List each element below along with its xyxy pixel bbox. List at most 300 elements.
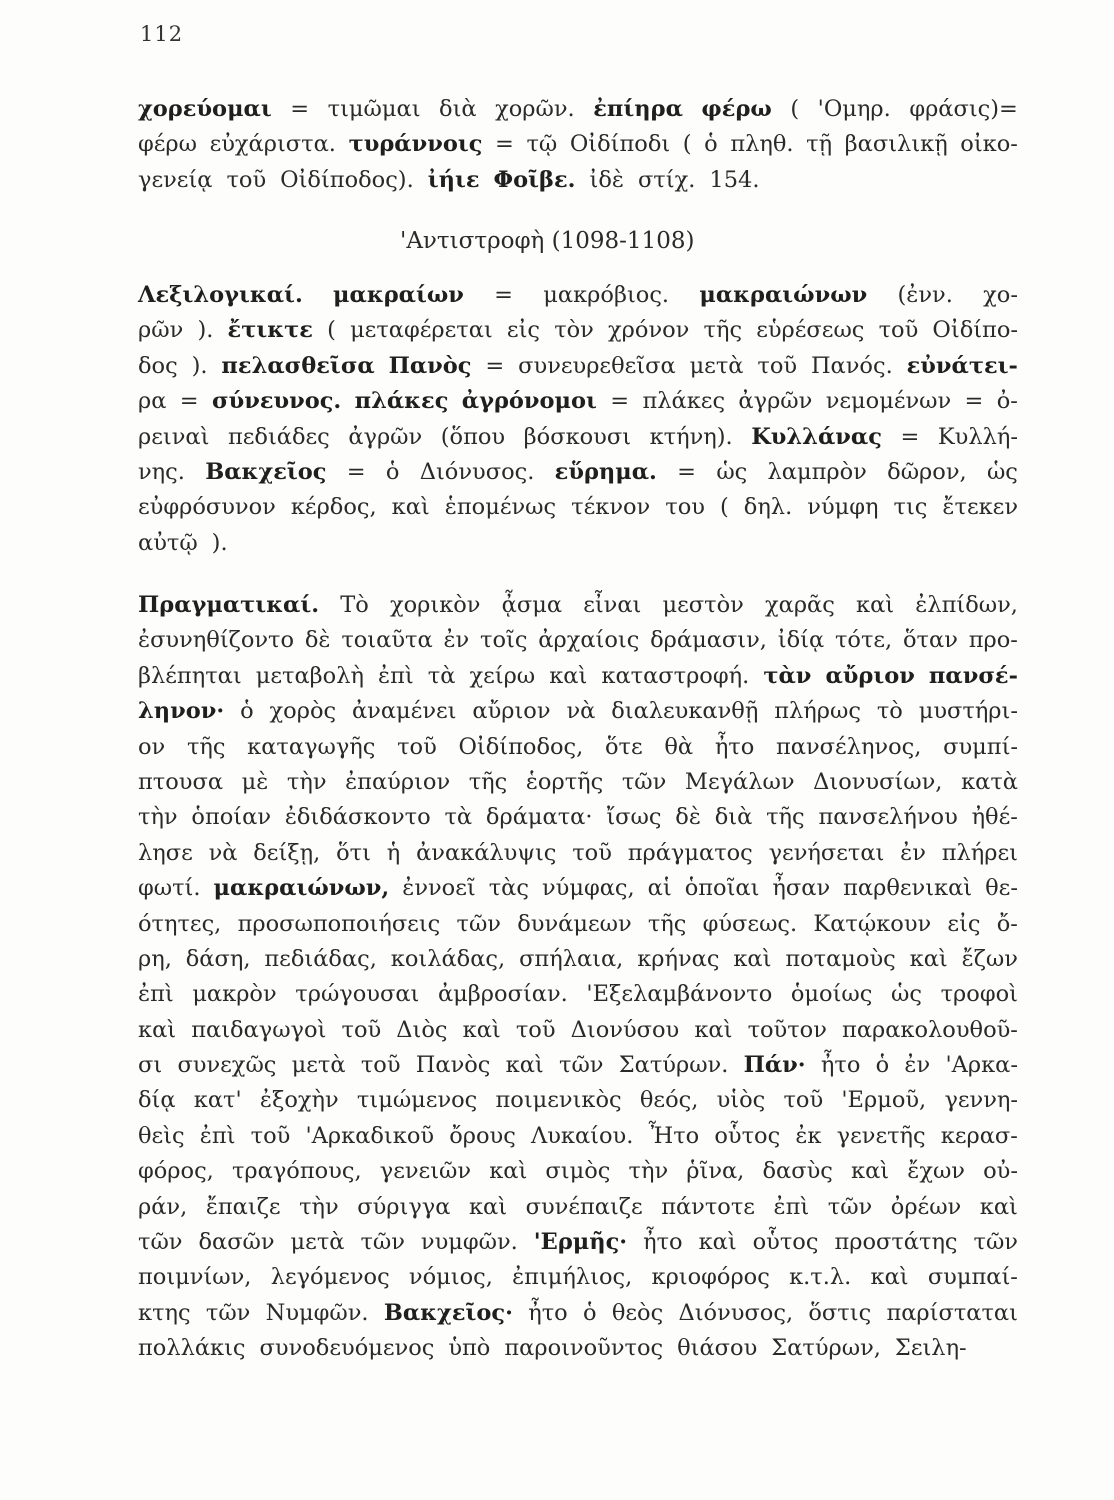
word: διὰ [714,804,753,831]
word: = [900,423,920,450]
word: ον [138,733,166,760]
word: Διονύσου [570,1016,680,1043]
word: Κατῴκουν [813,910,932,937]
word: παρίσταται [886,1299,1018,1326]
text-line [138,1260,1018,1295]
word: εὐνάτει- [906,352,1018,379]
word: Οἰδίπο- [932,317,1018,344]
word: ᾆσμα [501,592,563,618]
word: τροφοὶ [940,981,1018,1008]
word: εὑρέσεως [756,317,865,344]
word: μετὰ [291,1052,346,1079]
word: ἐπιμήλιος, [512,1264,633,1291]
word: νεμομένων [825,388,952,415]
word: νόμιος, [408,1264,493,1291]
word: ). [211,529,228,556]
word: τῶν [205,1299,251,1326]
word: ἑπομένως [444,494,557,521]
word: = [485,352,505,379]
word: ἦτο [820,1052,861,1079]
word: ὁ [704,131,718,158]
word: εἰς [506,317,541,344]
word: Λυκαίου. [530,1122,634,1149]
word: ἐπαύριον [345,768,451,795]
word: τοῦ [341,1016,382,1043]
word: κρήνας [637,945,720,972]
word: μακρὸν [192,981,277,1008]
word: κατ' [193,1087,242,1114]
word: τῶν [360,1229,405,1256]
paragraph-lexical-notes [138,278,1018,561]
word: πάντοτε [661,1193,755,1220]
word: τῶν [621,768,667,795]
word: καὶ [391,494,430,521]
word: γενετῆς [836,1122,926,1149]
word: καὶ [489,1158,528,1185]
word: νύμφη [807,494,879,521]
word: ἔπαιζε [205,1193,281,1220]
word: σύριγγα [357,1193,451,1220]
word: ὁ [240,698,254,725]
word: τὴν [299,1193,339,1220]
word: φωτί. [138,875,201,902]
word: βλέπηται [138,662,242,689]
word: κοιλάδας, [390,945,506,972]
word: ῥῖνα, [686,1158,745,1185]
word: = [179,388,199,415]
word: διαλευκανθῇ [611,698,759,725]
word: (ἐνν. [897,282,953,308]
word: καὶ [909,945,948,972]
word: 'Εξελαμβάνοντο [586,981,773,1008]
word: ἐν [904,1052,931,1079]
word: γενήσεται [768,839,885,866]
word: ἀμβροσίαν. [437,981,568,1008]
word: ἐδιδάσκοντο [284,804,431,831]
word: τῶν [138,1229,183,1256]
word: δὲ [304,627,331,654]
word: ἐσυνηθίζοντο [138,627,295,654]
word: ). [197,317,214,344]
word: οἰκο- [960,131,1018,158]
word: τῆς [766,804,805,831]
word: ἠθέ- [971,804,1018,831]
word: 'Ερμῆς· [533,1229,628,1256]
word: εὕρημα. [554,458,657,485]
word: τὴν [286,768,327,795]
word: Πανός. [810,352,893,379]
word: μακρόβιος. [543,282,670,308]
word: ἦτο [714,733,755,760]
word: καὶ [733,945,772,972]
word: πλήρως [774,698,861,725]
word: τοῦ [757,352,798,379]
word: Κυλλάνας [751,423,882,450]
word: χρόνον [608,317,690,344]
word: τότε, [834,627,893,654]
word: τῶν [456,910,501,937]
word: δασῶν [198,1229,275,1256]
word: ἐξοχὴν [259,1087,339,1114]
text-line [138,455,1018,490]
word: δίᾳ [138,1087,176,1114]
word: τὸν [554,317,594,344]
word: Διόνυσος, [678,1299,794,1326]
word: τῶν [827,1193,873,1220]
word: καὶ [505,1052,544,1079]
word: ἐν [443,627,470,654]
word: τέκνον [571,494,651,521]
page-number: 112 [140,22,184,46]
text-line [138,1013,1018,1048]
word: ληνον· [138,698,225,725]
word: γενείᾳ [138,166,213,193]
word: αἱ [647,875,672,902]
word: ὀ- [996,388,1018,415]
word: σι [138,1052,163,1079]
word: Κυλλή- [937,423,1018,450]
word: πανσελήνου [818,804,958,831]
word: ότητες, [138,910,222,937]
word: = [610,388,630,415]
word: συμπί- [943,733,1018,760]
text-line [138,1083,1018,1118]
word: ἐπὶ [138,981,174,1008]
word: Ἦτο [648,1122,700,1149]
word: 'Ομηρ. [817,96,891,122]
word: θε- [985,875,1018,902]
word: τὸ [876,698,903,725]
word: ἐπὶ [199,1122,236,1149]
word: ράν, [138,1193,188,1220]
word: ἀνακάλυψις [416,839,557,866]
word: = [290,96,310,122]
word: ἡ [386,839,401,866]
word: πτουσα [138,768,224,795]
word: πεδιάδες [227,423,330,450]
word: τυράννοις [348,131,483,158]
word: Πανὸς [388,352,472,379]
word: υἱὸς [716,1087,766,1114]
text-line [138,1154,1018,1189]
text-line [138,871,1018,906]
word: ὄ- [996,910,1018,937]
word: Διὸς [396,1016,448,1043]
word: εἰς [947,910,981,937]
word: του [665,494,705,521]
word: ρειναὶ [138,423,210,450]
word: ὅταν [903,627,958,654]
word: συμπαί- [927,1264,1018,1291]
word: καὶ [851,1158,890,1185]
word: τοῦτον [747,1016,827,1043]
text-line [138,588,1018,623]
word: μεστὸν [662,592,744,618]
word: φέρω [701,96,772,122]
word: φράσις)= [909,96,1018,122]
word: 'Αρκαδικοῦ [305,1122,435,1149]
word: θεὶς [138,1122,185,1149]
word: παρακολουθοῦ- [842,1016,1018,1043]
word: τῷ [526,131,558,158]
word: Διόνυσος. [419,458,535,485]
word: μακραιώνων, [213,875,390,902]
word: τοῦ [572,839,612,866]
word: (ὅπου [440,423,506,450]
word: τῆς [703,317,743,344]
word: παροινοῦντος [504,1335,664,1362]
word: πανσέληνος, [776,733,922,760]
word: πλάκες [354,388,449,415]
word: τὴν [138,804,178,831]
word: Πανὸς [415,1052,491,1079]
word: καὶ [698,1229,737,1256]
word: θὰ [664,733,694,760]
word: προ- [968,627,1018,654]
word: χορεύομαι [138,96,272,122]
word: Φοῖβε. [493,166,576,193]
word: ἔτικτε [227,317,313,344]
section-heading-antistrophe: 'Αντιστροφὴ (1098-1108) [400,228,695,254]
word: ὡς [716,458,748,485]
word: ἀγρῶν [738,388,813,415]
paragraph-factual-notes [138,588,1018,1367]
text-line [138,977,1018,1012]
word: = [494,282,514,308]
word: τοῖς [480,627,528,654]
word: συνέπαιζε [525,1193,643,1220]
word: οὐ- [983,1158,1018,1185]
word: ὁ [385,458,400,485]
word: γενειῶν [379,1158,472,1185]
word: γεννη- [944,1087,1018,1114]
text-line [138,92,1018,127]
word: τὴν [628,1158,669,1185]
text-line [138,526,1018,561]
word: Σατύρων. [618,1052,729,1079]
word: ποιμενικὸς [495,1087,622,1114]
word: 'Ερμοῦ, [841,1087,927,1114]
word: καταγωγῆς [247,733,376,760]
word: Λεξιλογικαί. [138,282,303,308]
text-line [138,127,1018,162]
word: τοῦ [515,1016,556,1043]
word: δυνάμεων [517,910,632,937]
word: κτης [138,1299,191,1326]
text-line [138,420,1018,455]
word: ὀρέων [890,1193,962,1220]
word: τραγόπους, [231,1158,362,1185]
word: τοῦ [226,166,267,193]
word: Βακχεῖος [205,458,327,485]
word: = [677,458,697,485]
text-line [138,278,1018,313]
word: κ.τ.λ. [789,1264,852,1291]
word: δῶρον, [887,458,967,485]
word: ἔζων [961,945,1018,972]
word: παιδαγωγοὶ [191,1016,327,1043]
word: ἔχων [907,1158,965,1185]
word: τῆς [468,768,508,795]
word: ἐλπίδων, [915,592,1018,618]
word: προσωποποιήσεις [237,910,441,937]
word: ( [682,131,692,158]
text-line [138,1331,1018,1366]
word: αὐτῷ [138,529,198,556]
word: τῇ [806,131,833,158]
word: ὁποίαν [191,804,271,831]
word: μακραιώνων [699,282,868,308]
word: καὶ [549,662,588,689]
word: Μεγάλων [684,768,795,795]
text-line [138,907,1018,942]
word: τῶν [559,1052,604,1079]
text-line [138,1225,1018,1260]
word: βασιλικῇ [844,131,948,158]
word: δὲ [675,804,701,831]
word: συνοδευόμενος [259,1335,435,1362]
word: ὁμοίως [790,981,873,1008]
word: φύσεως. [702,910,798,937]
word: παρθενικαὶ [843,875,973,902]
text-line [138,765,1018,800]
word: τοῦ [878,317,919,344]
word: στίχ. [637,166,696,193]
word: Τὸ [340,592,369,618]
word: τῆς [186,733,226,760]
word: ἦσαν [772,875,831,902]
word: Οἰδίποδι [569,131,671,158]
word: καὶ [870,1264,909,1291]
word: ὄρους [449,1122,516,1149]
word: ἐπὶ [773,1193,810,1220]
word: ἴσως [606,804,662,831]
word: χο- [983,282,1018,308]
word: = [964,388,984,415]
word: ὅτε [605,733,643,760]
text-line [138,1119,1018,1154]
word: χορὸς [269,698,337,725]
word: νυμφῶν. [420,1229,518,1256]
word: ἦτο [528,1299,568,1326]
word: εἶναι [583,592,642,618]
word: θιάσου [677,1335,758,1362]
word: τὰν [763,662,812,689]
word: ὡς [986,458,1018,485]
word: Οἰδίποδος, [458,733,584,760]
word: κερασ- [940,1122,1018,1149]
word: μεταφέρεται [350,317,493,344]
word: τὰς [488,875,529,902]
word: λαμπρὸν [767,458,867,485]
word: ἐννοεῖ [402,875,476,902]
word: ἰδίᾳ [777,627,825,654]
word: δείξῃ, [253,839,321,866]
word: εὐφρόσυνον [138,494,276,521]
word: δασὺς [762,1158,833,1185]
word: μετὰ [290,1229,345,1256]
word: λεγόμενος [270,1264,390,1291]
word: ὡς [891,981,922,1008]
word: 'Αρκα- [945,1052,1018,1079]
word: οὗτος [752,1229,819,1256]
text-line [138,942,1018,977]
word: πεδιάδας, [264,945,377,972]
word: καὶ [694,1016,733,1043]
word: ἑορτῆς [525,768,604,795]
word: ἔτεκεν [942,494,1018,521]
text-line [138,694,1018,729]
word: θεὸς [611,1299,664,1326]
text-line [138,623,1018,658]
word: ρῶν [138,317,184,344]
word: σιμὸς [545,1158,611,1185]
word: πλάκες [642,388,726,415]
word: θεός, [639,1087,699,1114]
word: κριοφόρος [651,1264,770,1291]
word: Σατύρων, [771,1335,881,1362]
word: νὰ [566,698,596,725]
word: τις [893,494,928,521]
paragraph-strophe-glossary [138,92,1018,198]
word: τοῦ [360,1052,401,1079]
word: Πραγματικαί. [138,592,320,618]
word: τὰ [444,804,473,831]
word: Βακχεῖος· [383,1299,513,1326]
word: αὔριον [825,662,915,689]
word: ὅτι [336,839,371,866]
word: συνευρεθεῖσα [518,352,676,379]
word: ποιμνίων, [138,1264,252,1291]
word: ἐν [900,839,926,866]
word: ρη, [138,945,172,972]
word: δάση, [185,945,251,972]
word: μὲ [241,768,269,795]
word: ποταμοὺς [785,945,896,972]
word: αὔριον [472,698,551,725]
word: ). [191,352,208,379]
word: τιμώμενος [356,1087,478,1114]
word: τρώγουσαι [295,981,420,1008]
word: ( [327,317,336,344]
word: πληθ. [730,131,794,158]
word: χείρω [469,662,536,689]
word: δος [138,352,178,379]
word: τοῦ [783,1087,824,1114]
word: πανσέ- [928,662,1018,689]
word: καὶ [856,592,895,618]
word: μετὰ [689,352,744,379]
word: ἐκ [795,1122,822,1149]
word: ἐπὶ [378,662,414,689]
word: καὶ [462,1016,501,1043]
word: ρα [138,388,167,415]
word: ὁποῖαι [684,875,760,902]
word: τῶν [973,1229,1018,1256]
word: ἐπίηρα [593,96,683,122]
word: Διονυσίων, [813,768,943,795]
text-line [138,1296,1018,1331]
text-line [138,313,1018,348]
word: τὰ [427,662,456,689]
word: ὑπὸ [448,1335,491,1362]
word: πελασθεῖσα [221,352,375,379]
word: ὅστις [808,1299,872,1326]
text-line [138,349,1018,384]
text-line [138,1190,1018,1225]
word: καὶ [979,1193,1018,1220]
text-line [138,800,1018,835]
